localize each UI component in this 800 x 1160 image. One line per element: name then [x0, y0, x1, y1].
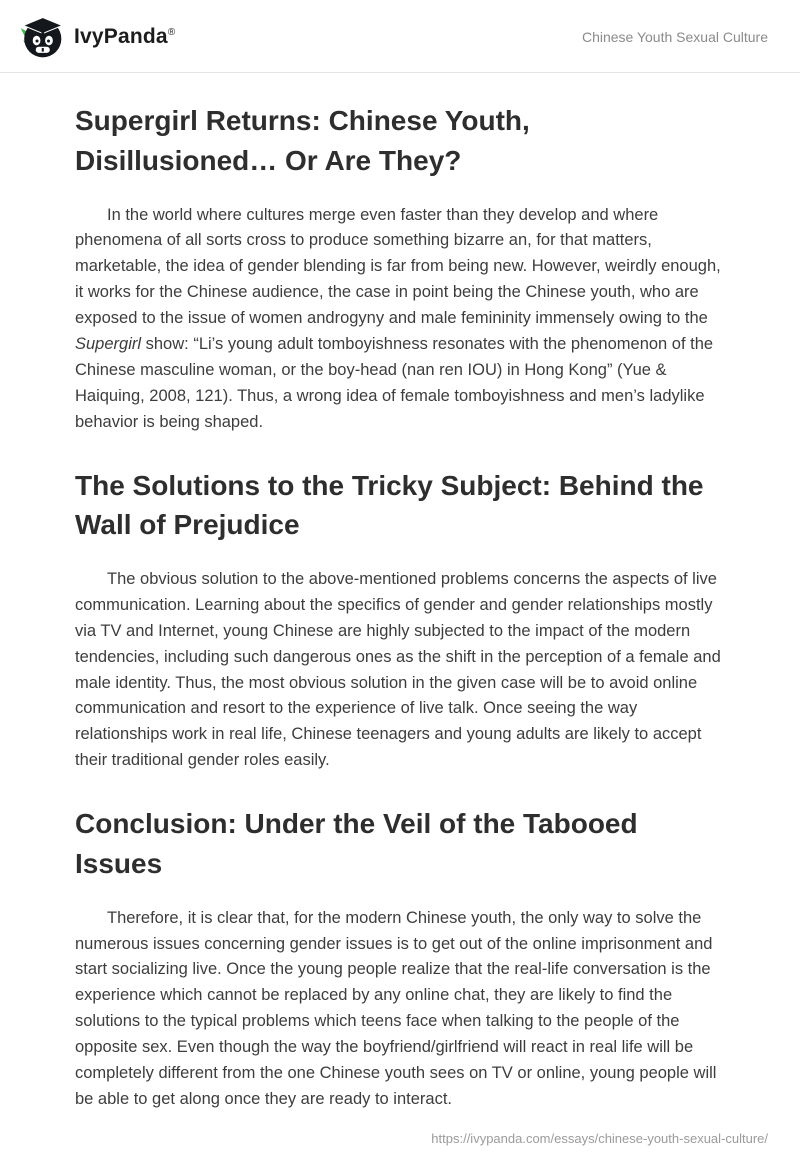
paragraph-1-text: In the world where cultures merge even faster than they develop and where phenomena of all sorts cross to produce something bizarre an, for that matters, marketable, the idea of gender blending is far from being new. However, weirdly enough, it works for the Chinese audience, the case in point being the Chinese youth, who are exposed to the issue of women androgyny and male femininity immensely owing to the [75, 205, 721, 328]
ivypanda-logo[interactable] [18, 14, 175, 60]
paragraph-1-italic-supergirl: Supergirl [75, 334, 142, 353]
article-content [0, 73, 800, 1113]
paragraph-2: The obvious solution to the above-mentioned problems concerns the aspects of live communication. Learning about the specifics of gender and gender relationships mostly via TV and Internet, young Chinese are highly subjected to the impact of the modern tendencies, including such dangerous ones as the shift in the perception of a female and male identity. Thus, the most obvious solution in the given case will be to avoid online communication and resort to the experience of live talk. Once seeing the way relationships work in real life, Chinese teenagers and young adults are likely to accept their traditional gender roles easily. [75, 570, 721, 770]
page-footer [431, 1131, 768, 1146]
registered-mark: ® [167, 27, 176, 38]
heading-supergirl-returns: Supergirl Returns: Chinese Youth, Disillusioned… Or Are They? [75, 105, 530, 176]
source-url-link[interactable]: https://ivypanda.com/essays/chinese-youth-sexual-culture/ [431, 1131, 768, 1146]
heading-solutions: The Solutions to the Tricky Subject: Behind the Wall of Prejudice [75, 469, 704, 541]
paragraph-3: Therefore, it is clear that, for the modern Chinese youth, the only way to solve the numerous issues concerning gender issues is to get out of the online imprisonment and start socializing live. Once the young people realize that the real-life conversation is the experience which cannot be replaced by any online chat, they are likely to find the solutions to the typical problems which teens face when talking to the people of the opposite sex. Even though the way the boyfriend/girlfriend will react in real life will be completely different from the one Chinese youth sees on TV or online, young people will be able to get along once they are ready to interact. [75, 908, 717, 1108]
document-title: Chinese Youth Sexual Culture [581, 29, 768, 45]
page-header [0, 0, 800, 73]
heading-conclusion: Conclusion: Under the Veil of the Tabooed Issues [75, 808, 638, 879]
paragraph-1 [75, 203, 723, 436]
brand-name: IvyPanda® [74, 25, 176, 48]
paragraph-1-text-cont: show: “Li’s young adult tomboyishness resonates with the phenomenon of the Chinese masculine woman, or the boy-head (nan ren IOU) in Hong Kong” (Yue & Haiquing, 2008, 121). Thus, a wrong idea of female tomboyishness and men’s ladylike behavior is being shaped. [75, 334, 714, 431]
panda-graduate-icon [18, 14, 64, 60]
